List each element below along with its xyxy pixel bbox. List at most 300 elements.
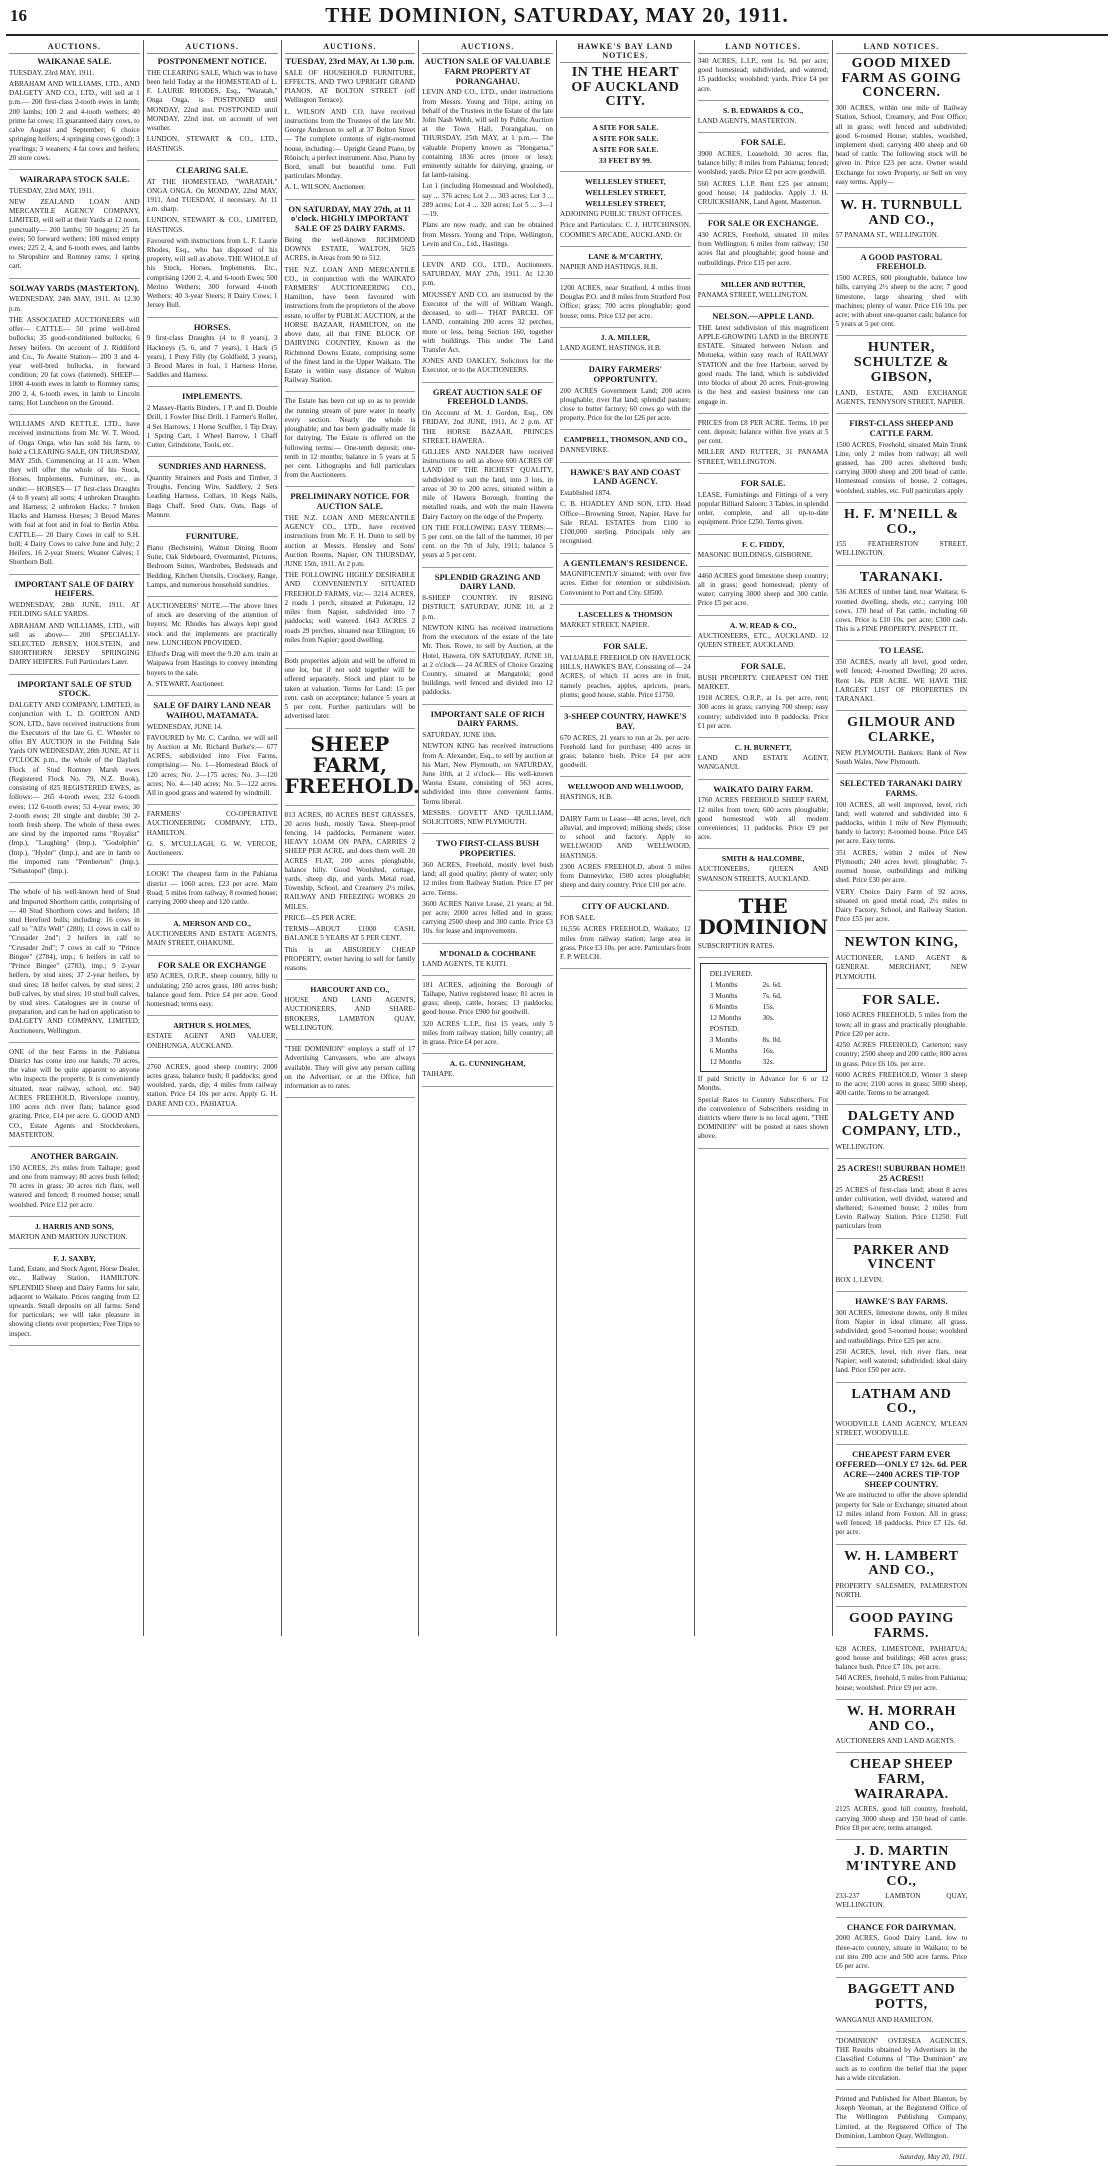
- ad-headline: DAIRY FARMERS' OPPORTUNITY.: [588, 364, 662, 384]
- advertisement: [698, 138, 829, 214]
- advertisement: [698, 280, 829, 307]
- ad-body-text: WEDNESDAY, 24th MAY, 1911. At 12.30 p.m.: [9, 295, 140, 313]
- ad-agent-name: A. MERSON AND CO.,: [173, 919, 251, 929]
- ad-headline: CLEARING SALE.: [175, 164, 249, 175]
- ad-body-text: Piano (Bechstein), Walnut Dining Room Suite, Oak Sideboard, Overmantel, Pictures, Bedroom Suites, Wardrobes, Bedsteads and Bedding, Kitchen Utensils, Crockery, Range, Lamps, and numerous household sundries.: [146, 543, 278, 589]
- ad-body-text: LUNDON, STEWART & CO., LTD., HASTINGS.: [146, 135, 278, 153]
- ad-headline: 25 ACRES!! SUBURBAN HOME!! 25 ACRES!!: [837, 1163, 966, 1183]
- ad-display-heading: CHEAP SHEEP FARM, WAIRARAPA.: [849, 1757, 953, 1802]
- column-4: [419, 40, 557, 1636]
- ad-headline: WAIRARAPA STOCK SALE.: [19, 173, 130, 184]
- advertisement: [147, 1063, 278, 1116]
- ad-body-text: WOODVILLE LAND AGENCY, M'LEAN STREET, WOODVILLE.: [835, 1419, 968, 1438]
- ad-body-text: A. STEWART, Auctioneer.: [146, 679, 225, 688]
- rate-row: [706, 1046, 786, 1055]
- advertisement: [836, 1550, 968, 1608]
- advertisement: [836, 2153, 968, 2166]
- advertisement: [147, 810, 278, 865]
- ad-headline: IMPLEMENTS.: [182, 391, 243, 402]
- ad-headline: POSTPONEMENT NOTICE.: [157, 56, 267, 66]
- ad-headline: ON SATURDAY, MAY 27th, at 11 o'clock. HIGHLY IMPORTANT SALE OF 25 DAIRY FARMS.: [288, 203, 412, 234]
- advertisement: [560, 284, 691, 328]
- ad-body-text: MARKET STREET, NAPIER.: [560, 620, 650, 629]
- rate-price: [759, 969, 786, 978]
- rate-row: [706, 991, 786, 1000]
- ad-body-text: THE CLEARING SALE, Which was to have been held Today at the HOMESTEAD of L. F. LAURIE RHODES, Esq., "Waratah," Onga Onga, is POSTPONED until MONDAY, 22nd inst. POSTPONED until MONDAY, 22nd inst. on account of wet weather.: [146, 68, 278, 133]
- advertisement: [9, 1222, 140, 1249]
- ad-body-text: 1500 ACRES, 600 ploughable, balance low hills, carrying 2½ sheep to the acre; 7 good limestone, large shearing shed with machines; plenty of water. Price £16 10s. per acre; with about one-quarter cash; balance for 5 years at 5 per cent.: [835, 274, 968, 329]
- ad-body-text: THE FOLLOWING HIGHLY DESIRABLE AND CONVENIENTLY SITUATED FREEHOLD FARMS, viz:— 3214 ACRES, 2 roads 1 perch, situated at Puketapu, 12 miles from Napier, subdivided into 7 paddocks; well watered. 1643 ACRES 2 roads 29 perches, situated near Ellington; 16 miles from Napier; good dwelling.: [284, 571, 416, 644]
- ad-body-text: THE N.Z. LOAN AND MERCANTILE CO., in conjunction with the WAIKATO FARMERS' AUCTIONEERING CO., Hamilton, have been favoured with instructions from the proprietors of the above estate, to offer by PUBLIC AUCTION, at the HORSE BAZAAR, HAMILTON, on the above date, all that FINE BLOCK OF DAIRYING COUNTRY, Known as the Richmond Downs Estate, comprising some of the finest land in the Upper Waikato. The Estate is within easy distance of Walton Railway Station.: [284, 265, 416, 385]
- advertisement: [836, 1983, 968, 2032]
- advertisement: [836, 779, 968, 931]
- rate-row: [706, 969, 786, 978]
- ad-body-text: 850 ACRES, O.R.P., sheep country, hilly to undulating; 250 acres grass, 180 acres bush; balance good fern. Price £4 per acre. Good homestead; terms easy.: [146, 972, 278, 1009]
- ad-body-text: 300 ACRES, within one mile of Railway Station, School, Creamery, and Post Office; all in grass; well fenced and subdivided; good 6-roomed House; stables, woolshed, implement shed; carrying 400 sheep and 60 head of cattle. The following stock will be given in. Price £23 per acre. Owner would Exchange for town Property, or Sell on very easy terms. Apply—: [835, 104, 968, 186]
- ad-body-text: PRICE—£5 PER ACRE.: [284, 913, 357, 922]
- column-1: [6, 40, 144, 1636]
- ad-body-text: 540 ACRES, freehold, 5 miles from Pahiatua; house; woolshed. Price £9 per acre.: [835, 1674, 968, 1692]
- column-heading: LAND NOTICES.: [836, 42, 968, 54]
- ad-body-text: 320 ACRES L.I.P., first 15 years, only 5 miles from railway station; hilly country; all in grass. Price £4 per acre.: [422, 1019, 553, 1047]
- advertisement: [836, 57, 968, 194]
- ad-body-text: WEDNESDAY, JUNE 14.: [146, 722, 223, 731]
- advertisement: [836, 508, 968, 566]
- ad-headline: AUCTION SALE OF VALUABLE FARM PROPERTY AT PORANGAHAU.: [424, 56, 551, 86]
- ad-headline: FIRST-CLASS SHEEP AND CATTLE FARM.: [849, 417, 954, 438]
- ad-body-text: LAND, ESTATE, AND EXCHANGE AGENTS, TENNYSON STREET, NAPIER.: [835, 388, 968, 406]
- ad-body-text: 155 FEATHERSTON STREET, WELLINGTON.: [835, 540, 968, 558]
- advertisement: [422, 57, 553, 256]
- ad-body-text: 2300 ACRES FREEHOLD, about 5 miles from Dannevirke; 1500 acres ploughable; sheep and dairy country. Price £10 per acre.: [560, 862, 691, 890]
- ad-body-text: We are instructed to offer the above splendid property for Sale or Exchange; situated about 12 miles inland from Foxton. All in grass; well fenced; 18 paddocks. Price £7 12s. 6d. per acre.: [835, 1491, 968, 1537]
- ad-body-text: 57 PANAMA ST., WELLINGTON.: [835, 231, 939, 240]
- advertisement: [698, 540, 829, 567]
- ad-body-text: WEDNESDAY, 28th JUNE, 1911. AT FEILDING SALE YARDS.: [9, 601, 140, 619]
- ad-headline: PRELIMINARY NOTICE. FOR AUCTION SALE.: [290, 491, 410, 512]
- ad-headline: TO LEASE.: [879, 645, 924, 656]
- ad-agent-name: A. W. READ & CO.,: [729, 620, 797, 630]
- advertisement: [698, 219, 829, 275]
- ad-body-text: 9 first-class Draughts (4 to 8 years), 3 Hackneys (5, 6, and 7 years), 1 Hack (5 years), 1 Pony Filly (by Goldfield, 3 years), 3 Brood Mares in foal, 1 Harness Horse, Saddles and Harness.: [146, 334, 278, 380]
- ad-headline: SUNDRIES AND HARNESS.: [158, 461, 266, 472]
- advertisement: [147, 323, 278, 388]
- column-heading: LAND NOTICES.: [698, 42, 829, 54]
- ad-display-heading: H. F. M'NEILL & CO.,: [844, 506, 959, 537]
- ad-display-heading: PARKER AND VINCENT: [853, 1242, 950, 1273]
- ad-agent-name: WELLWOOD AND WELLWOOD,: [567, 782, 684, 792]
- masthead: [0, 0, 1114, 34]
- advertisement: [836, 1297, 968, 1382]
- advertisement: [560, 559, 691, 605]
- ad-headline: ANOTHER BARGAIN.: [30, 1151, 119, 1162]
- ad-headline: A GENTLEMAN'S RESIDENCE.: [563, 557, 688, 568]
- ad-body-text: SUBSCRIPTION RATES.: [697, 941, 775, 950]
- advertisement: [285, 657, 416, 729]
- advertisement: [698, 57, 829, 101]
- rate-period: 6 Months: [709, 1002, 738, 1012]
- ad-headline: FOR SALE.: [740, 137, 786, 148]
- advertisement: [836, 341, 968, 414]
- rate-price: 8s. 0d.: [762, 1035, 782, 1045]
- ad-body-text: NEW PLYMOUTH. Bankers: Bank of New South Wales, New Plymouth.: [835, 748, 968, 766]
- ad-body-text: ESTATE AGENT AND VALUER, ONEHUNGA, AUCKLAND.: [146, 1032, 278, 1050]
- ad-body-text: 200 ACRES Government Land; 200 acres ploughable; river flat land; splendid pasture; close to butter factory; 60 cows go with the property. Price for the lot £26 per acre.: [560, 386, 691, 423]
- ad-body-text: 2125 ACRES, good hill country, freehold, carrying 3000 sheep and 150 head of cattle. Price £8 per acre; terms arranged.: [835, 1805, 968, 1832]
- newspaper-columns: [6, 40, 1108, 2162]
- ad-body-text: 1200 ACRES, near Stratford, 4 miles from Douglas P.O. and 8 miles from Stratford Post Office; grass; 700 acres ploughable; good house; rents. Price £12 per acre.: [560, 283, 691, 320]
- ad-body-text: LEVIN AND CO., LTD., under instructions from Messrs. Young and Tripe, acting on behalf of the Trustees in the Estate of the late John Nash Webb, will sell by Public Auction at the Town Hall, Porangahau, on THURSDAY, 25th MAY, at 1 p.m.— The valuable Property known as "Hongarua," containing 1836 acres (more or less); eminently suitable for dairying, grazing, or fat lamb-raising.: [422, 88, 553, 180]
- ad-headline: NELSON.—APPLE LAND.: [712, 311, 815, 322]
- ad-display-heading: GILMOUR AND CLARKE,: [847, 715, 956, 745]
- ad-body-text: ONE of the best Farms in the Pahiatua District has come into our hands; 70 acres, the value will be quite apparent to anyone who inspects the property. It is conveniently situated, near railway, school, etc. 940 ACRES FREEHOLD, Riverslope country, 100 acres rich river flats; balance good grazing. Price, £14 per acre. G. GOOD AND CO., Estate Agents and Stockbrokers, MASTERTON.: [9, 1047, 140, 1139]
- advertisement: [836, 419, 968, 503]
- advertisement: [147, 961, 278, 1017]
- ad-display-heading: W. H. LAMBERT AND CO.,: [844, 1548, 959, 1579]
- ad-body-text: 1060 ACRES FREEHOLD, 5 miles from the town; all in grass and practically ploughable. Price £20 per acre.: [835, 1011, 968, 1038]
- ad-body-text: PROPERTY SALESMEN, PALMERSTON NORTH.: [835, 1581, 968, 1600]
- advertisement: [560, 468, 691, 554]
- ad-body-text: FAVOURED by Mr. C. Cardno, we will sell by Auction at Mr. Richard Burke's:— 677 ACRES, subdivided into Five Farms, comprising:— No. 1—Homestead Block of 120 acres; No. 2—175 acres; No. 3—120 acres; No. 4—140 acres; No. 5—122 acres. All in good grass and watered by windmill.: [146, 733, 278, 798]
- ad-body-text: The whole of his well-known herd of Stud and Imported Shorthorn cattle, comprising of— 40 Stud Shorthorn cows and heifers; 18 stud Hereford bulls; including: 16 cows in calf to "All's Well" (280); 11 cows in calf to "Crusader 2nd"; 2 heifers in calf to "Crusader 2nd"; 7 cows in calf to "Prince Bingee" (2784), imp.; 6 heifers in calf to "Prince Bingee" (2783), imp.; 9 2-year heifers, by stud sires; 37 2-year heifers, by stud sires; 18 heifer calves, by stud sires; 2 bull calves, by stud sires; 10 stud bull calves, by stud sires. Catalogues are in course of preparation, and can be had on application to DALGETY AND COMPANY, LIMITED, Auctioneers, Wellington.: [9, 888, 140, 1035]
- advertisement: [285, 985, 416, 1040]
- ad-body-text: LUNDON, STEWART & CO., LIMITED, HASTINGS.: [146, 216, 278, 234]
- advertisement: [698, 312, 829, 414]
- ad-headline: WAIKANAE SALE.: [37, 56, 112, 66]
- advertisement: [560, 642, 691, 707]
- advertisement: [560, 782, 691, 809]
- ad-headline: IMPORTANT SALE OF RICH DAIRY FARMS.: [430, 708, 545, 729]
- ad-body-text: MASONIC BUILDINGS, GISBORNE.: [697, 550, 813, 559]
- rate-row: [706, 980, 786, 989]
- ad-headline: A GOOD PASTORAL FREEHOLD.: [860, 251, 943, 272]
- ad-body-text: SALE OF HOUSEHOLD FURNITURE, EFFECTS, AND TWO UPRIGHT GRAND PIANOS, AT BOLTON STREET (off Wellington Terrace).: [284, 68, 416, 105]
- ad-body-text: FOR SALE.: [560, 914, 596, 923]
- ad-body-text: ON THE FOLLOWING EASY TERMS:— 5 per cent. on the fall of the hammer, 10 per cent. on the 7th of July, 1911; balance 5 years at 5 per cent.: [422, 523, 553, 560]
- advertisement: [836, 1244, 968, 1293]
- advertisement: [698, 479, 829, 535]
- ad-body-text: On Account of M. J. Gordon, Esq., ON FRIDAY, 2nd JUNE, 1911, At 2 p.m. AT THE HORSE BAZAAR, PRINCES STREET, HAWERA.: [422, 409, 553, 445]
- advertisement: [422, 839, 553, 943]
- ad-body-text: A. L. WILSON, Auctioneer.: [284, 183, 366, 192]
- rate-price: [759, 1024, 786, 1033]
- ad-display-heading: NEWTON KING,: [844, 935, 959, 951]
- ad-display-heading: DALGETY AND COMPANY, LTD.,: [841, 1109, 962, 1140]
- ad-list-line: WELLESLEY STREET,: [585, 177, 666, 187]
- ad-body-text: ADJOINING PUBLIC TRUST OFFICES.: [560, 210, 683, 219]
- ad-agent-name: CAMPBELL, THOMSON, AND CO.,: [563, 435, 688, 445]
- subscription-rates-box: [700, 963, 827, 1072]
- ad-body-text: 3900 ACRES, Leasehold; 30 acres flat, balance hilly; 8 miles from Pahiatua; fenced; woolshed; yards. Price £2 per acre goodwill.: [697, 149, 829, 177]
- ad-headline: FOR SALE.: [603, 641, 648, 652]
- ad-list-line: A SITE FOR SALE.: [592, 123, 659, 133]
- ad-display-heading: GOOD PAYING FARMS.: [849, 1611, 954, 1642]
- ad-body-text: 360 ACRES, Freehold, mostly level bush land; all good quality; plenty of water; only 12 miles from Railway Station. Price £7 per acre. Terms.: [422, 860, 553, 897]
- advertisement: [698, 419, 829, 474]
- rate-price: 7s. 6d.: [762, 991, 782, 1001]
- ad-body-text: HASTINGS, H.B.: [560, 793, 613, 802]
- ad-body-text: PANAMA STREET, WELLINGTON.: [697, 290, 809, 299]
- advertisement: [836, 2037, 968, 2090]
- ad-body-text: DANNEVIRKE.: [560, 446, 609, 455]
- rate-price: 32s.: [762, 1057, 775, 1067]
- ad-headline: HORSES.: [193, 321, 231, 332]
- advertisement: [560, 123, 691, 172]
- advertisement: [560, 333, 691, 360]
- ad-headline: SPLENDID GRAZING AND DAIRY LAND.: [434, 571, 541, 592]
- ad-body-text: VALUABLE FREEHOLD ON HAVELOCK HILLS, HAWKE'S BAY, Consisting of— 24 ACRES, of which 11 acres are in fruit, namely peaches, apples, apricots, pears, plums; good house, stable. Price £1750.: [560, 653, 691, 699]
- advertisement: [285, 492, 416, 652]
- ad-body-text: THE N.Z. LOAN AND MERCANTILE AGENCY CO., LTD., have received instructions from Mr. F. H. Dunn to sell by auction at Messrs. Hensley and Sons' Auction Rooms, Napier, ON THURSDAY, JUNE 15th, 1911. At 2 p.m.: [284, 513, 416, 568]
- ad-display-heading: BAGGETT AND POTTS,: [847, 1982, 956, 2012]
- ad-body-text: AUCTIONEERS' NOTE.—The above lines of stock are deserving of the attention of buyers; Mr. Rhodes has always kept good stock and the implements are practically new. LUNCHEON PROVIDED.: [146, 602, 278, 647]
- advertisement: [560, 66, 691, 118]
- ad-body-text: TAIHAPE.: [422, 1070, 455, 1079]
- advertisement: [422, 261, 553, 383]
- advertisement: [836, 1705, 968, 1754]
- newspaper-title: THE DOMINION, SATURDAY, MAY 20, 1911.: [325, 3, 789, 27]
- column-heading: AUCTIONS.: [9, 42, 140, 54]
- advertisement: [698, 785, 829, 850]
- ad-headline: GREAT AUCTION SALE OF FREEHOLD LANDS.: [432, 386, 543, 407]
- ad-list-line: WELLESLEY STREET,: [585, 188, 666, 198]
- advertisement: [147, 462, 278, 527]
- ad-body-text: C. B. HOADLEY AND SON, LTD. Head Office—Browning Street, Napier. Have for Sale REAL ESTATES from £100 to £100,000 sterling. Principals only are recognised.: [560, 500, 691, 546]
- ad-body-text: 2000 ACRES, Good Dairy Land, low to three-acre country, situate in Waikato; to be cut into 200 acre and 500 acre farms. Price £6 per acre.: [835, 1934, 968, 1971]
- ad-agent-name: HARCOURT AND CO.,: [310, 985, 390, 995]
- ad-body-text: VERY Choice Dairy Farm of 92 acres, situated on good metal road, 2½ miles to Dairy Factory, School, and Railway Station. Price £55 per acre.: [835, 887, 968, 924]
- rate-price: 16s.: [762, 1046, 775, 1056]
- column-heading: HAWKE'S BAY LAND NOTICES.: [560, 42, 691, 63]
- advertisement: [698, 963, 829, 1149]
- ad-display-heading: J. D. MARTIN M'INTYRE AND CO.,: [846, 1844, 957, 1889]
- ad-list-line: WELLESLEY STREET,: [585, 199, 666, 209]
- ad-display-heading: LATHAM AND CO.,: [851, 1386, 952, 1417]
- ad-body-text: 181 ACRES, adjoining the Borough of Taihape, Native registered lease; 81 acres in grass; sheep, cattle, horses; 13 paddocks; good house. Price £900 for goodwill.: [422, 980, 553, 1017]
- ad-body-text: ABRAHAM AND WILLIAMS, LTD., will sell as above— 200 SPECIALLY-SELECTED JERSEY, HOLSTEIN, and SHORTHORN JERSEY SPRINGING DAIRY HEIFERS. Full Particulars Later.: [9, 621, 140, 667]
- advertisement: [836, 1164, 968, 1239]
- ad-body-text: 300 ACRES, limestone downs, only 8 miles from Napier in ideal climate; all grass, subdivided; good 5-roomed house; woolshed and outbuildings. Price £25 per acre.: [835, 1309, 968, 1345]
- ad-body-text: L. WILSON AND CO. have received instructions from the Trustees of the late Mr. George Anderson to sell at 37 Bolton Street— The complete contents of eight-roomed house, including:— Upright Grand Piano, by Rönisch; a perfect instrument. Also, Piano by Bord, small but beautiful tone. Full particulars Monday.: [284, 107, 416, 181]
- ad-body-text: TUESDAY, 23rd MAY, 1911.: [9, 68, 95, 77]
- ad-body-text: 560 ACRES L.I.P. Rent £25 per annum; good house; 14 paddocks. Apply J. H. CRUICKSHANK, Land Agent, Masterton.: [697, 179, 829, 206]
- column-2: [144, 40, 282, 1636]
- ad-agent-name: M'DONALD & COCHRANE: [439, 948, 536, 958]
- ad-headline: FOR SALE.: [740, 661, 786, 672]
- rate-period: 12 Months: [709, 1013, 742, 1023]
- ad-body-text: Elford's Drag will meet the 9.20 a.m. train at Waipawa from Hastings to convey intending buyers to the sale.: [146, 650, 278, 677]
- ad-banner-heading: THE DOMINION: [698, 893, 828, 939]
- ad-body-text: Lot 1 (including Homestead and Woolshed), say ... 376 acres; Lot 2 ... 303 acres; Lot 3 ... 289 acres; Lot 4 ... 320 acres; Lot 5 ... 3—1—19.: [422, 182, 553, 219]
- ad-agent-name: S. B. EDWARDS & CO.,: [723, 105, 804, 115]
- ad-body-text: 350 ACRES, nearly all level, good order, well fenced; 4-roomed Dwelling; 20 acres. Rent 14s. PER ACRE. WE HAVE THE LARGEST LIST OF PROPERTIES IN TARANAKI.: [835, 658, 968, 704]
- ad-display-heading: W. H. TURNBULL AND CO.,: [840, 198, 963, 228]
- rate-row: [706, 1013, 786, 1022]
- ad-body-text: 3600 ACRES Native Lease, 21 years; at 9d. per acre; 2000 acres felled and in grass; carrying 2500 sheep and 300 cattle. Price £3 10s. for lease and improvements.: [422, 899, 553, 936]
- ad-body-text: This is an ABSURDLY CHEAP PROPERTY, owner having to sell for family reasons.: [284, 945, 416, 972]
- ad-headline: CITY OF AUCKLAND.: [581, 901, 670, 912]
- ad-body-text: 670 ACRES, 21 years to run at 2s. per acre. Freehold land for purchase; 400 acres in grass; balance bush. Price £4 per acre goodwill.: [560, 733, 691, 770]
- advertisement: [285, 57, 416, 200]
- advertisement: [698, 572, 829, 616]
- ad-body-text: NAPIER AND HASTINGS, H.B.: [560, 262, 658, 271]
- ad-headline: CHEAPEST FARM EVER OFFERED—ONLY £7 12s. 6d. PER ACRE—2400 ACRES TIP-TOP SHEEP COUNTRY.: [835, 1449, 968, 1489]
- advertisement: [285, 811, 416, 981]
- ad-body-text: 100 ACRES, all well improved, level, rich land; well watered and subdivided into 6 paddocks, within 1 mile of New Plymouth; handy to factory; 8-roomed house. Price £45 per acre. Easy terms.: [835, 800, 968, 846]
- ad-body-text: DAIRY Farm to Lease—48 acres, level, rich alluvial, and improved; milking sheds; close to school and factory. Apply to WELLWOOD AND WELLWOOD, HASTINGS.: [560, 814, 691, 860]
- ad-headline: HAWKE'S BAY AND COAST LAND AGENCY.: [570, 466, 681, 487]
- advertisement: [560, 712, 691, 777]
- ad-body-text: THE ASSOCIATED AUCTIONEERS will offer— CATTLE— 50 prime well-bred bullocks; 35 good-conditioned bullocks; 6 Jersey heifers. On account of J. Riddiford and Co., Te Awaite Station— 200 3 and 4-year well-bred bullocks, in forward condition; 20 fat cows (fattened). SHEEP— 1000 4-tooth ewes in lamb to Romney rams; 200 2, 4, 6-tooth ewes, in lamb to Lincoln rams; Hot Luncheon on the Ground.: [9, 315, 140, 407]
- ad-body-text: LAND AGENTS, TE KUITI.: [422, 959, 508, 968]
- advertisement: [422, 981, 553, 1055]
- ad-body-text: Land, Estate, and Stock Agent, Horse Dealer, etc., Railway Station, HAMILTON. SPLENDID Sheep and Dairy Farms for sale, adjacent to Waikato. Prices ranging from £2 upwards. Small deposits on all farms. Send for particulars; we will take pleasure in showing clients over properties; Free Trips to inspect.: [9, 1265, 140, 1338]
- ad-body-text: Special Rates to Country Subscribers. For the convenience of Subscribers residing in districts where there is no local agent, "THE DOMINION" will be posted at rates shown above.: [697, 1095, 829, 1141]
- ad-body-text: Printed and Published for Albert Blanton, by Joseph Yeoman, at the Registered Office of The Wellington Publishing Company, Limited, at the Registered Office of The Dominion, Lambton Quay, Wellington.: [835, 2094, 968, 2140]
- ad-body-text: 813 ACRES, 80 ACRES BEST GRASSES, 20 acres bush, mostly Tawa. Sheep-proof fencing, 14 paddocks, Permanent water. HEAVY LOAM ON PAPA, CARRIES 2 SHEEP PER ACRE, and does them well. 20 ACRES FLAT, 200 acres ploughable, balance hilly. Good Woolshed, cottage, yards, sheep dip, and yards. Metal road, Township, School, and Creamery 2½ miles, RAILWAY AND FREEZING WORKS 20 MILES.: [284, 810, 416, 911]
- column-6: [695, 40, 833, 1636]
- ad-body-text: BUSH PROPERTY. CHEAPEST ON THE MARKET.: [697, 673, 829, 692]
- rate-row: [706, 1035, 786, 1044]
- ad-headline: TWO FIRST-CLASS BUSH PROPERTIES.: [436, 838, 539, 859]
- ad-body-text: 16,556 ACRES FREEHOLD, Waikato; 12 miles from railway station; large area in grass. Price £3 10s. per acre. Particulars from F. P. WELCH.: [560, 925, 691, 962]
- advertisement: [422, 949, 553, 976]
- ad-headline: 3-SHEEP COUNTRY, HAWKE'S BAY.: [564, 711, 687, 731]
- advertisement: [422, 1059, 553, 1086]
- ad-body-text: MOUSSEY AND CO. are instructed by the Executor of the will of William Waugh, deceased, to sell— THAT PARCEL OF LAND, containing 200 acres 32 perches, more or less, being Section 160, together with buildings. This under The Land Transfer Act.: [422, 290, 553, 354]
- ad-agent-name: F. C. FIDDY,: [741, 539, 785, 549]
- ad-body-text: SATURDAY, JUNE 10th.: [422, 731, 497, 740]
- ad-body-text: 1500 ACRES, Freehold, situated Main Trunk Line, only 2 miles from railway; all well grassed, has 200 acres sheltered bush; carrying 3000 sheep and 200 head of cattle. Homestead consists of house, 2 cottages, woolshed, stables, etc. Full particulars apply: [835, 440, 968, 495]
- ad-body-text: 2 Massey-Harris Binders, 1 P. and D. Double Drill, 1 Fowler Disc Drill, 1 Farmer's Roller, 4 Set Harrows, 1 Horse Scuffler, 1 Tip Dray, 1 Spring Cart, 1 Wheel Barrow, 1 Chaff Cutter, Grindstone, Tools, etc.: [146, 404, 278, 450]
- rate-period: 3 Months: [709, 991, 738, 1001]
- rate-price: 2s. 6d.: [762, 980, 782, 990]
- rate-period: 1 Months: [709, 980, 738, 990]
- ad-body-text: GILLIES AND NALDER have received instructions to sell as above 600 ACRES OF LAND OF THE RICHEST QUALITY, subdivided to suit the land, into 3 lots, in areas of 30 to 200 acres, situated within a mile of Hawera Borough, fronting the metalled roads, and with the main Hawera Dairy Factory on the edge of the Property.: [422, 448, 553, 521]
- ad-agent-name: LANE & M'CARTHY,: [588, 251, 663, 261]
- ad-body-text: 150 ACRES, 2½ miles from Taihape; good and one from tramway; 80 acres bush felled; 70 acres in grass; 30 acres rich flats, well watered and fenced; 8 roomed house; small woolshed. Price £12 per acre.: [9, 1163, 140, 1209]
- advertisement: [285, 1045, 416, 1098]
- advertisement: [836, 716, 968, 774]
- advertisement: [422, 710, 553, 835]
- rate-period: 6 Months: [709, 1046, 738, 1056]
- advertisement: [422, 388, 553, 568]
- ad-body-text: THE latest subdivision of this magnificent APPLE-GROWING LAND in the BRONTE ESTATE. Situated between Nelson and Motueka, within easy reach of RAILWAY STATION and the free Harbour, served by good roads. The land, which is subdivided into blocks of about 20 acres. Fruit-growing is the best and easiest business one can engage in.: [697, 323, 829, 406]
- ad-body-text: 233-237 LAMBTON QUAY, WELLINGTON.: [835, 1892, 968, 1910]
- advertisement: [836, 936, 968, 988]
- ad-body-text: AUCTIONEERS, QUEEN AND SWANSON STREETS, AUCKLAND.: [697, 865, 829, 883]
- ad-list-line: A SITE FOR SALE.: [592, 134, 659, 144]
- ad-agent-name: MILLER AND RUTTER,: [721, 279, 806, 289]
- advertisement: [147, 602, 278, 696]
- ad-body-text: "THE DOMINION" employs a staff of 17 Advertising Canvassers, who are always available. They will give any person calling on the Advertiser, or at the Office, full information as to rates.: [284, 1045, 416, 1090]
- ad-headline: TUESDAY, 23rd MAY, At 1.30 p.m.: [285, 56, 415, 66]
- subscription-rates-table: [704, 967, 788, 1068]
- column-heading: AUCTIONS.: [285, 42, 416, 54]
- ad-body-text: LAND AND ESTATE AGENT, WANGANUI.: [697, 754, 829, 772]
- ad-body-text: TERMS—ABOUT £1000 CASH, BALANCE 5 YEARS AT 5 PER CENT.: [284, 925, 416, 943]
- advertisement: [836, 1758, 968, 1840]
- ad-headline: SOLWAY YARDS (MASTERTON).: [9, 282, 140, 293]
- ad-body-text: 430 ACRES, Freehold, situated 10 miles from Wellington; 6 miles from railway; 150 acres flat and ploughable; good house and outbuildings. Price £15 per acre.: [697, 230, 829, 267]
- page-number: 16: [10, 6, 27, 25]
- advertisement: [147, 532, 278, 597]
- ad-body-text: LEASE, Furnishings and Fittings of a very popular Billiard Saloon; 3 Tables, in splendid order, complete, and all up-to-date equipment. Price £250. Terms given.: [697, 490, 829, 527]
- advertisement: [697, 893, 829, 958]
- ad-body-text: 1760 ACRES FREEHOLD SHEEP FARM, 12 miles from town; 600 acres ploughable; good homestead with all modern conveniences; 11 paddocks. Price £9 per acre.: [697, 796, 829, 842]
- advertisement: [147, 701, 278, 805]
- advertisement: [147, 870, 278, 914]
- ad-body-text: AUCTIONEER, LAND AGENT & GENERAL MERCHANT, NEW PLYMOUTH.: [835, 954, 968, 981]
- ad-body-text: 25 ACRES of first-class land; about 8 acres under cultivation, well divided, watered and sheltered; 6-roomed house; 2 miles from Levin Railway Station. Price £1250. Full particulars from: [835, 1185, 968, 1231]
- advertisement: [836, 1845, 968, 1918]
- advertisement: [836, 1923, 968, 1979]
- ad-body-text: 340 ACRES, L.I.P., rent 1s. 9d. per acre; good homestead; subdivided, and watered; 15 paddocks; woolshed; yards. Price £4 per acre.: [697, 57, 829, 93]
- ad-body-text: NEWTON KING has received instructions from A. Alexander, Esq., to sell by auction at his Mart, New Plymouth, on SATURDAY, June 10th, at 2 o'clock— His well-known Waona Estate, consisting of 563 acres, subdivided into three convenient farms. Terms liberal.: [422, 742, 553, 806]
- ad-body-text: AUCTIONEERS AND LAND AGENTS.: [835, 1737, 956, 1746]
- advertisement: [698, 662, 829, 738]
- masthead-rule: [6, 34, 1108, 36]
- advertisement: [836, 1388, 968, 1446]
- ad-body-text: NEW ZEALAND LOAN AND MERCANTILE AGENCY COMPANY, LIMITED, will sell at their Yards at 12 noon, punctually— 200 lambs; 50 hoggets; 25 fat ewes; 50 forward wethers; 100 mixed empty ewes; 225 2, 4, and 6-tooth ewes, and lambs to Shropshire and Romney rams; 1 spring cart.: [9, 197, 140, 271]
- ad-body-text: LEVIN AND CO., LTD., Auctioneers. SATURDAY, MAY 27th, 1911. At 12.30 p.m.: [422, 261, 553, 288]
- ad-body-text: AT THE HOMESTEAD, "WARATAH," ONGA ONGA. On MONDAY, 22nd MAY, 1911, And TUESDAY, if necessary. At 11 a.m. sharp.: [146, 177, 278, 214]
- advertisement: [836, 571, 968, 642]
- ad-body-text: 250 ACRES, level, rich river flats, near Napier; well watered; subdivided; ideal dairy land. Price £50 per acre.: [835, 1347, 968, 1375]
- advertisement: [284, 731, 420, 806]
- advertisement: [698, 106, 829, 133]
- column-5: [557, 40, 695, 1636]
- advertisement: [836, 646, 968, 711]
- ad-body-text: WILLIAMS AND KETTLE, LTD., have received instructions from Mr. W. T. Wood, of Onga Onga, who has sold his farm, to hold a CLEARING SALE, ON THURSDAY, MAY 25th. Commencing at 11 a.m. When they will offer the whole of his Stock, Horses, Implements, Furniture, etc., as under:— HORSES— 17 first-class Draughts (4 to 8 years) all sorts; 4 unbroken Draughts and Harness; 2 unbroken Hacks; 7 broken Hacks and Harness Horses; 3 Brood Mares with foal at foot and in foal to Berlin Abba. CATTLE— 20 Dairy Cows in calf to S.H. bull; 4 Dairy Cows to calve June and July; 2 Heifers, 16 2-year Steers; Weaner Calves; 1 Shorthorn Bull.: [9, 420, 140, 567]
- advertisement: [560, 610, 691, 637]
- ad-agent-name: F. J. SAXBY,: [53, 1254, 96, 1264]
- advertisement: [836, 1110, 968, 1159]
- rate-period: POSTED.: [709, 1024, 740, 1034]
- ad-body-text: 351 ACRES, within 2 miles of New Plymouth; 240 acres level; ploughable; 7-roomed house, outbuildings and milking shed. Price £30 per acre.: [835, 848, 968, 885]
- ad-body-text: FARMERS' CO-OPERATIVE AUCTIONEERING COMPANY, LTD., HAMILTON.: [146, 810, 278, 837]
- ad-body-text: MESSRS. GOVETT AND QUILLIAM, SOLICITORS, NEW PLYMOUTH.: [422, 808, 553, 827]
- advertisement: [9, 1048, 140, 1147]
- ad-body-text: WELLINGTON.: [835, 1142, 885, 1151]
- rate-price: 15s.: [762, 1002, 775, 1012]
- ad-body-text: Established 1874.: [560, 489, 612, 498]
- column-3: [282, 40, 420, 1636]
- ad-body-text: Price and Particulars: C. J. HUTCHINSON, COOMBE'S ARCADE, AUCKLAND. Or: [560, 221, 691, 239]
- advertisement: [836, 2095, 968, 2148]
- ad-body-text: JONES AND OAKLEY, Solicitors for the Executor, or to the AUCTIONEERS.: [422, 357, 553, 375]
- rate-period: 12 Months: [709, 1057, 742, 1067]
- advertisement: [698, 854, 829, 890]
- ad-body-text: MAGNIFICENTLY situated; with over five acres. Either for retention or subdivision. Convenient to Port and City. £8500.: [560, 570, 691, 597]
- ad-body-text: 6000 ACRES FREEHOLD, Winter 3 sheep to the acre; 2100 acres in grass; 5000 sheep, 400 cattle. Terms to be arranged.: [835, 1070, 968, 1098]
- advertisement: [9, 57, 140, 170]
- ad-display-heading: HUNTER, SCHULTZE & GIBSON,: [853, 340, 949, 385]
- ad-body-text: 8-SHEEP COUNTRY. IN RISING DISTRICT. SATURDAY, JUNE 10, at 2 p.m.: [422, 594, 553, 621]
- advertisement: [560, 815, 691, 898]
- ad-headline: SELECTED TARANAKI DAIRY FARMS.: [840, 778, 963, 798]
- advertisement: [9, 888, 140, 1043]
- ad-body-text: AUCTIONEERS, ETC., AUCKLAND. 12 QUEEN STREET, AUCKLAND.: [697, 631, 829, 649]
- advertisement: [560, 902, 691, 969]
- ad-headline: FOR SALE.: [740, 477, 786, 488]
- ad-body-text: Plans are now ready, and can be obtained from Messrs. Young and Tripe, Wellington, Levin and Co., Ltd., Hastings.: [422, 221, 553, 248]
- ad-display-heading: W. H. MORRAH AND CO.,: [846, 1703, 956, 1734]
- ad-body-text: 536 ACRES of timber land, near Waitara; 6-roomed dwelling, sheds, etc.; carrying 100 cows, 170 head of Fat cattle, including 60 cows. Price is £10 10s. per acre; £300 cash. This is a FINE PROPERTY. INSPECT IT.: [835, 588, 968, 634]
- ad-body-text: 2760 ACRES, good sheep country; 2000 acres grass, balance bush; 8 paddocks; good woolshed, yards, dip; 4 miles from railway station. Price £4 10s per acre. Apply G. H. DARE AND CO., PAHIATUA.: [146, 1062, 278, 1108]
- advertisement: [698, 621, 829, 657]
- ad-list-line: 33 FEET BY 99.: [599, 156, 652, 166]
